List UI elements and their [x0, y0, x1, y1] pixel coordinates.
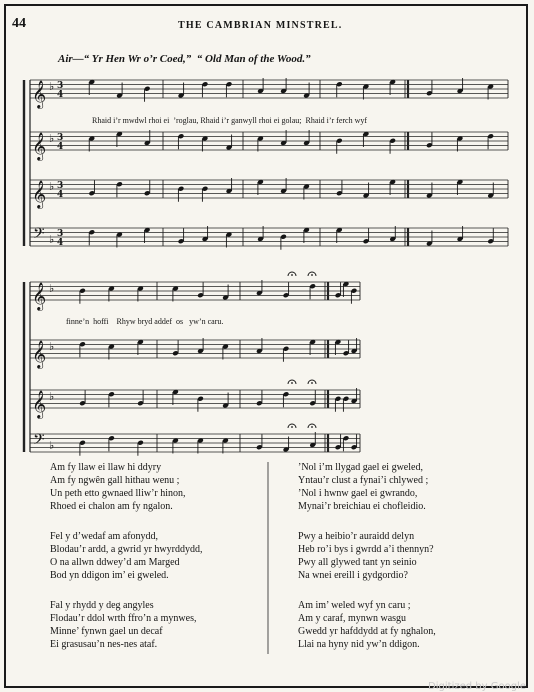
treble-clef-icon: 𝄞	[32, 282, 47, 310]
time-signature-bottom: 4	[57, 238, 64, 248]
verse-line: Un peth etto gwnaed lliw’r hinon,	[50, 488, 186, 499]
verse-line: Heb ro’i bys i gwrdd a’i thennyn?	[298, 544, 434, 555]
verse-line: Am fy llaw ei llaw hi ddyry	[50, 462, 162, 473]
verse-line: Fel y d’wedaf am afonydd,	[50, 531, 159, 542]
flat-sign-icon: ♭	[49, 132, 55, 145]
fermata-dot	[291, 382, 293, 384]
verse-line: Pwy all glywed tant yn seinio	[298, 557, 417, 568]
flat-sign-icon: ♭	[49, 180, 55, 193]
treble-clef-icon: 𝄞	[32, 180, 47, 208]
verse-right-1	[298, 461, 428, 513]
verse-line: Yntau’r clust a fynai’i chlywed ;	[298, 475, 429, 486]
lyric-line-1: Rhaid i’r mwdwl rhoi ei ’roglau, Rhaid i’r ganwyll rhoi ei golau; Rhaid i’r ferch wyf	[92, 116, 368, 125]
bass-clef-icon: 𝄢	[33, 431, 45, 452]
flat-sign-icon: ♭	[49, 80, 55, 93]
watermark: Digitized by Google	[428, 681, 526, 692]
verse-left-2	[50, 530, 202, 582]
verse-line: Rhoed ei chalon am fy ngalon.	[50, 501, 173, 512]
verse-line: Mynai’r breichiau ei chofleidio.	[298, 501, 426, 512]
fermata-dot	[311, 426, 313, 428]
air-title: Air—“ Yr Hen Wr o’r Coed,” “ Old Man of the Wood.”	[58, 53, 311, 65]
verse-line: Ei grasusau’n nes-nes ataf.	[50, 639, 158, 650]
treble-clef-icon: 𝄞	[32, 340, 47, 368]
verse-line: Gwedd yr hafddydd at fy nghalon,	[298, 626, 436, 637]
verse-line: Am im’ weled wyf yn caru ;	[298, 600, 411, 611]
verse-left-3	[50, 599, 196, 651]
fermata-dot	[311, 274, 313, 276]
verse-line: O na allwn ddwey’d am Marged	[50, 557, 180, 568]
time-signature-top: 3	[57, 229, 64, 239]
verse-line: Am y caraf, mynwn wasgu	[298, 613, 407, 624]
verse-left-1	[50, 461, 186, 513]
time-signature-bottom: 4	[57, 190, 64, 200]
flat-sign-icon: ♭	[49, 233, 55, 246]
page-number: 44	[12, 16, 26, 31]
verse-line: ’Nol i hwnw gael ei gwrando,	[298, 488, 418, 499]
verse-line: Na wnei ereill i gydgordio?	[298, 570, 408, 581]
time-signature-bottom: 4	[57, 90, 64, 100]
time-signature-bottom: 4	[57, 142, 64, 152]
treble-clef-icon: 𝄞	[32, 80, 47, 108]
treble-clef-icon: 𝄞	[32, 390, 47, 418]
fermata-dot	[291, 274, 293, 276]
time-signature-top: 3	[57, 81, 64, 91]
fermata-dot	[311, 382, 313, 384]
lyric-line-2: finne’n hoffi Rhyw bryd addef os yw’n caru.	[66, 317, 224, 326]
flat-sign-icon: ♭	[49, 439, 55, 452]
verse-line: Flodau’r ddol wrth ffro’n a mynwes,	[50, 613, 197, 624]
treble-clef-icon: 𝄞	[32, 132, 47, 160]
flat-sign-icon: ♭	[49, 390, 55, 403]
verse-line: Llai na hyny nid yw’n ddigon.	[298, 639, 420, 650]
fermata-dot	[291, 426, 293, 428]
verse-right-3	[298, 599, 436, 651]
verse-right-2	[298, 530, 434, 582]
verse-line: Bod yn ddigon im’ ei gweled.	[50, 570, 169, 581]
flat-sign-icon: ♭	[49, 340, 55, 353]
time-signature-top: 3	[57, 181, 64, 191]
verse-line: Minne’ fynwn gael un decaf	[50, 626, 163, 637]
verse-line: ’Nol i’m llygad gael ei gweled,	[298, 462, 423, 473]
bass-clef-icon: 𝄢	[33, 225, 45, 246]
verse-line: Blodau’r ardd, a gwrid yr hwyrddydd,	[50, 544, 203, 555]
flat-sign-icon: ♭	[49, 282, 55, 295]
time-signature-top: 3	[57, 133, 64, 143]
verse-line: Pwy a heibio’r auraidd delyn	[298, 531, 415, 542]
verse-line: Am fy ngwên gall hithau wenu ;	[50, 475, 180, 486]
running-head: THE CAMBRIAN MINSTREL.	[178, 20, 343, 31]
verse-line: Fal y rhydd y deg angyles	[50, 600, 154, 611]
